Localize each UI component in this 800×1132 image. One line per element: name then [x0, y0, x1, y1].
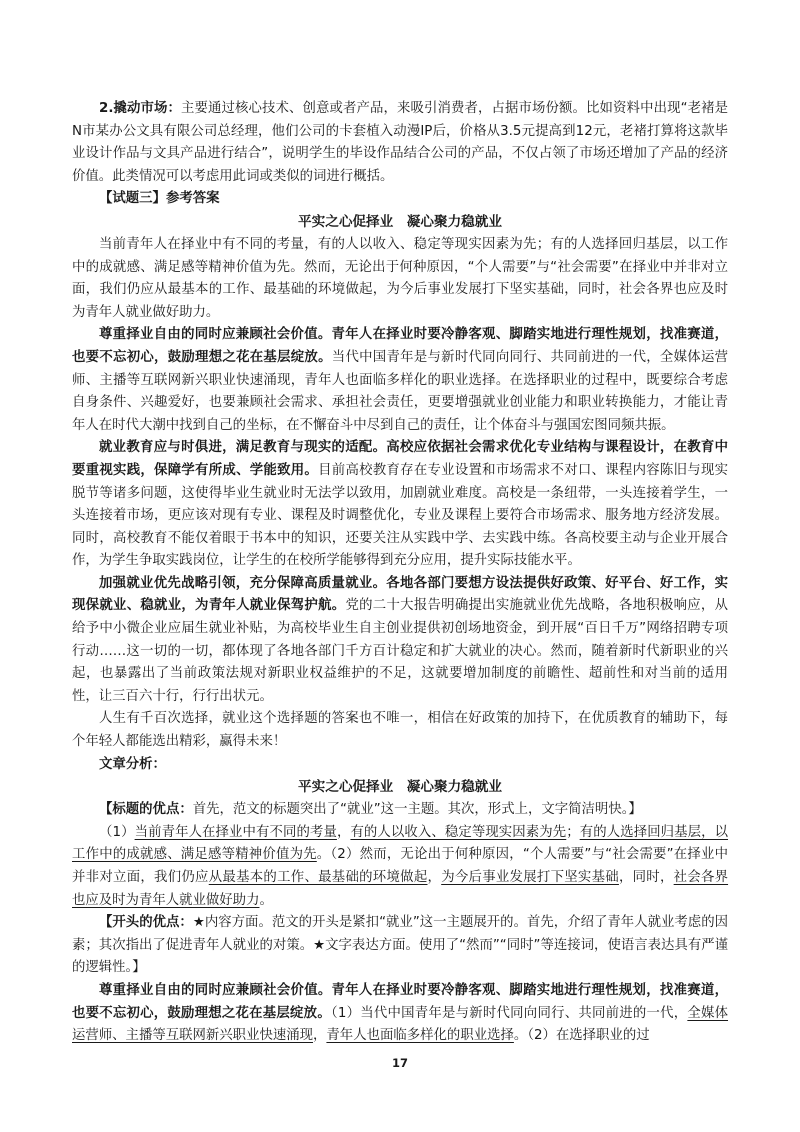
annot-underline: 当前青年人在择业中有不同的考量 [134, 824, 337, 840]
opening-merit-body: ★内容方面。范文的开头是紧扣“就业”这一主题展开的。首先，介绍了青年人就业考虑的因素；其次指出了促进青年人就业的对策。★文字表达方面。使用了“然而”“同时”等连接词，使语言表达具有严谨的逻辑性。】 [72, 915, 729, 976]
section-2-body: 目前高校教育存在专业设置和市场需求不对口、课程内容陈旧与现实脱节等诸多问题，这使得毕业生就业时无法学以致用，加剧就业难度。高校是一条纽带，一头连接着学生，一头连接着市场，更应该对现有专业、课程及时调整优化，专业及课程上要符合市场需求、服务地方经济发展。同时，高校教育不能仅着眼于书本中的知识，还要关注从实践中学、去实践中练。各高校要主动与企业开展合作，为学生争取实践岗位，让学生的在校所学能够得到充分应用，提升实际技能水平。 [72, 462, 729, 569]
title-merit-lead: 【标题的优点： [99, 802, 193, 818]
paragraph-market [72, 98, 728, 188]
annot-text: 。（2）在选择职业的过 [513, 1028, 650, 1044]
annotated-intro [72, 822, 728, 912]
essay-title: 平实之心促择业 凝心聚力稳就业 [298, 213, 502, 230]
title-merit-body: 首先，范文的标题突出了“就业”这一主题。其次，形式上，文字简洁明快。】 [192, 802, 642, 818]
title-merit [72, 799, 728, 822]
annotated-section-1 [72, 980, 728, 1048]
annot-underline: 青年人也面临多样化的职业选择 [326, 1028, 514, 1044]
section-3-body: 党的二十大报告明确提出实施就业优先战略，各地积极响应，从给予中小微企业应届生就业补贴，为高校毕业生自主创业提供初创场地资金，到开展“百日千万”网络招聘专项行动……这一切的一切，都体现了各地各部门千方百计稳定和扩大就业的决心。然而，随着新时代新职业的兴起，也暴露出了当前政策法规对新职业权益维护的不足，这就要增加制度的前瞻性、超前性和对当前的适用性，让三百六十行，行行出状元。 [72, 598, 729, 704]
annot2-lead: 尊重择业自由的同时应兼顾社会价值。青年人在择业时要冷静客观、脚踏实地进行理性规划，找准赛道，也要不忘初心，鼓励理想之花在基层绽放。 [72, 982, 728, 1021]
annot-text: ， [336, 824, 351, 840]
opening-merit-lead: 【开头的优点： [99, 915, 193, 931]
annot-underline: 有的人以收入、稳定等现实因素为先 [350, 824, 567, 840]
annot-text: 。（2）然而，无论出于何种原因，“个人需要”与“社会需要”在择业中并非对立面，我们仍应 [72, 847, 728, 885]
annot-text: ，同时， [618, 870, 674, 885]
opening-merit [72, 912, 728, 980]
annot-underline: 从最基本的工作、最基础的环境做起 [208, 870, 428, 885]
annot-underline: 有的人选择回归基层，以工作中的成就感、满足感等精神价值为先 [72, 824, 729, 863]
essay-section-2 [72, 437, 728, 573]
annot-underline: 全媒体运营师、主播等互联网新兴职业快速涌现 [72, 1005, 729, 1044]
annot-text: ， [427, 870, 442, 885]
page-content [72, 98, 728, 1048]
section-3-lead: 加强就业优先战略引领，充分保障高质量就业。各地各部门要想方设法提供好政策、好平台、好工作，实现保就业、稳就业，为青年人就业保驾护航。 [72, 575, 728, 614]
essay-ending: 人生有千百次选择，就业这个选择题的答案也不唯一，相信在好政策的加持下，在优质教育的辅助下，每个年轻人都能选出精彩，赢得未来！ [72, 711, 728, 750]
annot-text: ； [566, 824, 580, 840]
essay-section-1 [72, 324, 728, 437]
annot-text: ， [313, 1028, 327, 1044]
section-1-body: 当代中国青年是与新时代同向同行、共同前进的一代，全媒体运营师、主播等互联网新兴职业快速涌现，青年人也面临多样化的职业选择。在选择职业的过程中，既要综合考虑自身条件、兴趣爱好，也要兼顾社会需求、承担社会责任，更要增强就业创业能力和职业转换能力，才能让青年人在时代大潮中找到自己的坐标，在不懈奋斗中尽到自己的责任，让个体奋斗与强国宏图同频共振。 [72, 349, 729, 433]
section-2-lead: 就业教育应与时俱进，满足教育与现实的适配。高校应依据社会需求优化专业结构与课程设计，在教育中要重视实践，保障学有所成、学能致用。 [72, 440, 728, 478]
market-body: 主要通过核心技术、创意或者产品，来吸引消费者，占据市场份额。比如资料中出现“老褚是N市某办公文具有限公司总经理，他们公司的卡套植入动漫IP后，价格从3.5元提高到12元，老褚打算将这款毕业设计作品与文具产品进行结合”，说明学生的毕设作品结合公司的产品，不仅占领了市场还增加了产品的经济价值。此类情况可以考虑用此词或类似的词进行概括。 [72, 101, 729, 184]
annot-underline: 社会各界也应及时为青年人就业做好助力 [72, 870, 729, 908]
annot-underline: 为今后事业发展打下坚实基础 [441, 870, 619, 885]
analysis-heading: 文章分析： [99, 756, 166, 772]
essay-section-3 [72, 573, 728, 709]
annot-text: （1）当代中国青年是与新时代同向同行、共同前进的一代， [330, 1005, 688, 1021]
section-1-lead: 尊重择业自由的同时应兼顾社会价值。青年人在择业时要冷静客观、脚踏实地进行理性规划，找准赛道，也要不忘初心，鼓励理想之花在基层绽放。 [72, 327, 728, 365]
essay-intro: 当前青年人在择业中有不同的考量，有的人以收入、稳定等现实因素为先；有的人选择回归基层，以工作中的成就感、满足感等精神价值为先。然而，无论出于何种原因，“个人需要”与“社会需要”在择业中并非对立面，我们仍应从最基本的工作、最基础的环境做起，为今后事业发展打下坚实基础，同时，社会各界也应及时为青年人就业做好助力。 [72, 236, 728, 320]
market-lead: 2.撬动市场： [99, 101, 182, 116]
page-number: 17 [391, 1056, 408, 1070]
analysis-title: 平实之心促择业 凝心聚力稳就业 [298, 779, 502, 796]
annot-text: 。 [259, 892, 273, 908]
annot-text: （1） [99, 824, 135, 840]
answer-heading: 【试题三】参考答案 [99, 191, 220, 207]
